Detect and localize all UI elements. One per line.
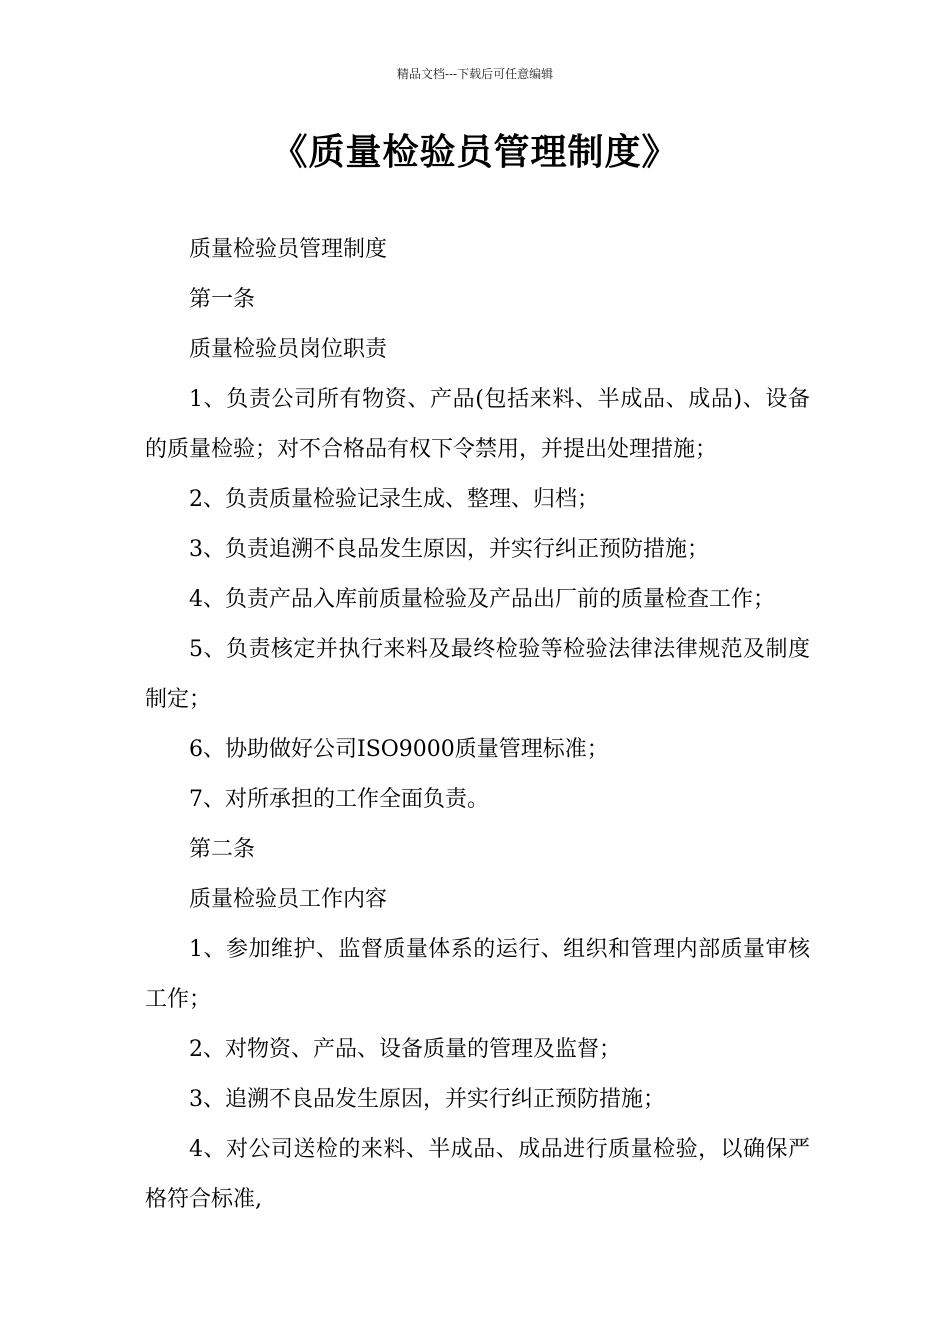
- paragraph-item: 2、对物资、产品、设备质量的管理及监督；: [189, 1037, 621, 1062]
- document-title: 《质量检验员管理制度》: [271, 132, 679, 173]
- paragraph-item: 1、负责公司所有物资、产品(包括来料、半成品、成品)、设备的质量检验；对不合格品有权下令禁用，并提出处理措施；: [145, 387, 810, 462]
- paragraph-article-2: 第二条: [189, 837, 256, 862]
- paragraph-article-1: 第一条: [189, 287, 256, 312]
- paragraph-item: 1、参加维护、监督质量体系的运行、组织和管理内部质量审核工作；: [145, 937, 810, 1012]
- header-note: 精品文档---下载后可任意编辑: [396, 67, 554, 81]
- paragraph-item: 4、对公司送检的来料、半成品、成品进行质量检验，以确保严格符合标准,: [145, 1137, 810, 1212]
- paragraph-item: 4、负责产品入库前质量检验及产品出厂前的质量检查工作；: [189, 587, 775, 612]
- paragraph-subtitle: 质量检验员管理制度: [189, 237, 388, 262]
- paragraph-item: 3、负责追溯不良品发生原因，并实行纠正预防措施；: [189, 537, 709, 562]
- paragraph-section-heading: 质量检验员岗位职责: [189, 337, 388, 362]
- paragraph-item: 7、对所承担的工作全面负责。: [189, 787, 489, 812]
- document-body: [145, 225, 810, 1225]
- paragraph-section-heading: 质量检验员工作内容: [189, 887, 388, 912]
- paragraph-item: 3、追溯不良品发生原因，并实行纠正预防措施；: [189, 1087, 665, 1112]
- paragraph-item: 6、协助做好公司ISO9000质量管理标准；: [189, 737, 609, 762]
- paragraph-item: 2、负责质量检验记录生成、整理、归档；: [189, 487, 599, 512]
- paragraph-item: 5、负责核定并执行来料及最终检验等检验法律法律规范及制度制定；: [145, 637, 810, 712]
